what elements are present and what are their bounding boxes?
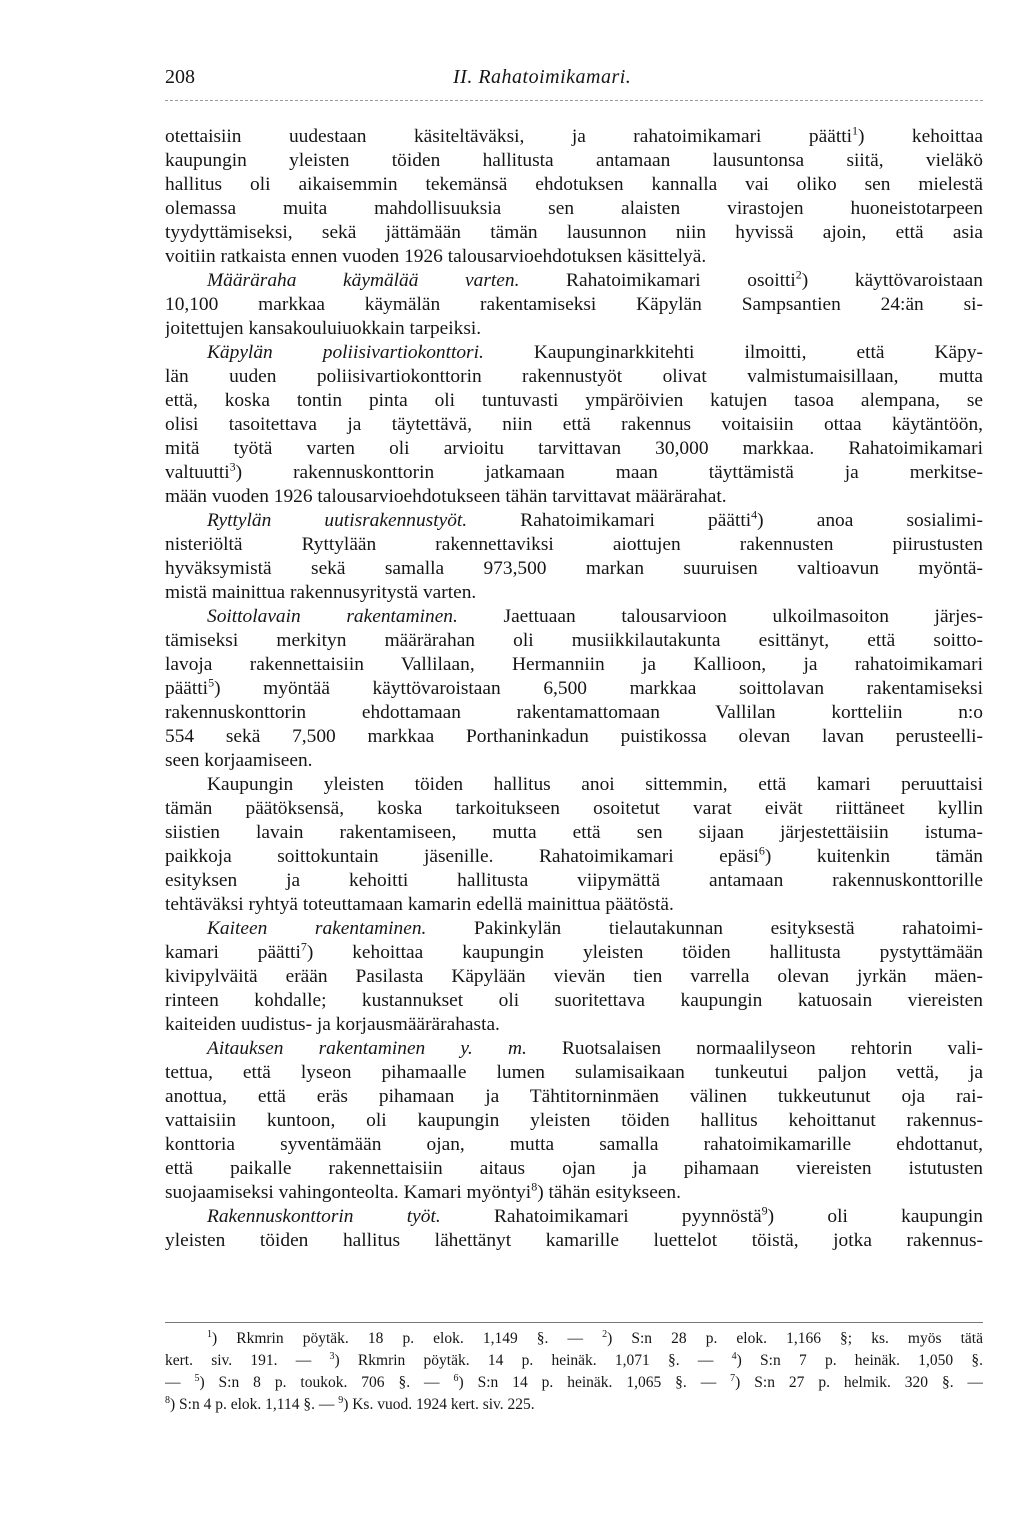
line-text-after: ) myöntää käyttövaroistaan 6,500 markkaa soittolavan rakentamiseksi	[214, 678, 983, 699]
section-heading: Soittolavain rakentaminen.	[207, 606, 458, 627]
text-line	[165, 125, 983, 149]
line-text: kaupungin yleisten töiden hallitusta antamaan lausuntonsa siitä, vieläkö	[165, 150, 983, 171]
text-line	[165, 869, 983, 893]
footnote-number: 1	[207, 1328, 212, 1340]
line-text: konttoria syventämään ojan, mutta samalla rahatoimikamarille ehdottanut,	[165, 1134, 983, 1155]
footnote-line	[165, 1350, 983, 1372]
line-text-after: ) kuitenkin tämän	[764, 846, 983, 867]
footnote-line	[165, 1394, 983, 1416]
text-line	[165, 173, 983, 197]
text-line	[165, 1133, 983, 1157]
line-text: valtuutti	[165, 462, 230, 483]
header-rule	[165, 100, 983, 101]
line-text: tyydyttämiseksi, sekä jättämään tämän lausunnon niin hyvissä ajoin, että asia	[165, 222, 983, 243]
footnote-text: ) S:n 7 p. heinäk. 1,050 §.	[736, 1352, 983, 1369]
footnote-number: 7	[730, 1372, 736, 1384]
line-text: anottua, että eräs pihamaan ja Tähtitorninmäen välinen tukkeutunut oja rai-	[165, 1086, 983, 1107]
line-text: län uuden poliisivartiokonttorin rakennustyöt olivat valmistumaisillaan, mutta	[165, 366, 983, 387]
text-line	[165, 1229, 983, 1253]
line-text: yleisten töiden hallitus lähettänyt kamarille luettelot töistä, jotka rakennus-	[165, 1230, 983, 1251]
line-text: mistä mainittua rakennusyritystä varten.	[165, 582, 477, 603]
footnote-line	[165, 1328, 983, 1350]
text-line	[165, 677, 983, 701]
line-text: kaiteiden uudistus- ja korjausmäärärahasta.	[165, 1014, 500, 1035]
section-heading: Rakennuskonttorin työt.	[207, 1206, 441, 1227]
line-text: tämiseksi merkityn määrärahan oli musiikkilautakunta esittänyt, että soitto-	[165, 630, 983, 651]
text-line	[165, 749, 983, 773]
line-text-after: ) käyttövaroistaan	[801, 270, 983, 291]
footnote-ref: 4	[751, 509, 758, 522]
footnote-number: 8	[165, 1394, 170, 1406]
text-line	[165, 413, 983, 437]
text-line	[165, 701, 983, 725]
text-line	[165, 293, 983, 317]
text-line	[165, 965, 983, 989]
footnote-number: 3	[329, 1350, 335, 1362]
footnote-text: ) S:n 14 p. heinäk. 1,065 §. —	[458, 1374, 731, 1391]
text-line	[165, 533, 983, 557]
line-text: Rahatoimikamari pyynnöstä	[440, 1206, 762, 1227]
line-text: seen korjaamiseen.	[165, 750, 313, 771]
text-line	[165, 893, 983, 917]
text-line	[165, 221, 983, 245]
line-text: Kaupunginarkkitehti ilmoitti, että Käpy-	[483, 342, 983, 363]
line-text: 10,100 markkaa käymälän rakentamiseksi Käpylän Sampsantien 24:än si-	[165, 294, 983, 315]
line-text: olisi tasoitettava ja täytettävä, niin että rakennus voitaisiin ottaa käytäntöön,	[165, 414, 983, 435]
text-line	[165, 845, 983, 869]
line-text: 554 sekä 7,500 markkaa Porthaninkadun puistikossa olevan lavan perusteelli-	[165, 726, 983, 747]
line-text-after: ) rakennuskonttorin jatkamaan maan täyttämistä ja merkitse-	[235, 462, 983, 483]
line-text-after: ) anoa sosialimi-	[757, 510, 983, 531]
line-text: hallitus oli aikaisemmin tekemänsä ehdotuksen kannalla vai oliko sen mielestä	[165, 174, 983, 195]
line-text: tehtäväksi ryhtyä toteuttamaan kamarin edellä mainittua päätöstä.	[165, 894, 674, 915]
footnotes	[165, 1328, 983, 1416]
line-text: tämän päätöksensä, koska tarkoitukseen osoitetut varat eivät riittäneet kyllin	[165, 798, 983, 819]
line-text: esityksen ja kehoitti hallitusta viipymättä antamaan rakennuskonttorille	[165, 870, 983, 891]
footnote-text: —	[165, 1374, 195, 1391]
footnote-number: 6	[453, 1372, 459, 1384]
footnote-ref: 7	[300, 941, 307, 954]
line-text: että paikalle rakennettaisiin aitaus ojan ja pihamaan viereisten istutusten	[165, 1158, 983, 1179]
line-text: vattaisiin kuntoon, oli kaupungin yleisten töiden hallitus kehoittanut rakennus-	[165, 1110, 983, 1131]
text-line	[165, 269, 983, 293]
text-line	[165, 485, 983, 509]
line-text: päätti	[165, 678, 209, 699]
text-line	[165, 437, 983, 461]
text-line	[165, 1061, 983, 1085]
text-line	[165, 821, 983, 845]
section-heading: Ryttylän uutisrakennustyöt.	[207, 510, 468, 531]
text-line	[165, 365, 983, 389]
line-text-after: ) oli kaupungin	[767, 1206, 983, 1227]
footnote-ref: 9	[761, 1205, 768, 1218]
line-text: hyväksymistä sekä samalla 973,500 markan suuruisen valtioavun myöntä-	[165, 558, 983, 579]
line-text: kivipylväitä erään Pasilasta Käpylään vievän tien varrella olevan jyrkän mäen-	[165, 966, 983, 987]
running-title: II. Rahatoimikamari.	[453, 66, 632, 88]
line-text: Rahatoimikamari osoitti	[519, 270, 796, 291]
text-line	[165, 557, 983, 581]
footnote-text: ) S:n 27 p. helmik. 320 §. —	[735, 1374, 983, 1391]
text-line	[165, 317, 983, 341]
section-heading: Aitauksen rakentaminen y. m.	[207, 1038, 527, 1059]
line-text: Ruotsalaisen normaalilyseon rehtorin vali-	[526, 1038, 983, 1059]
text-line	[165, 653, 983, 677]
text-line	[165, 1157, 983, 1181]
footnote-ref: 3	[229, 461, 236, 474]
text-line	[165, 941, 983, 965]
text-line	[165, 773, 983, 797]
text-line	[165, 797, 983, 821]
text-line	[165, 1013, 983, 1037]
text-line	[165, 1109, 983, 1133]
footnote-number: 9	[338, 1394, 344, 1406]
text-line	[165, 1181, 983, 1205]
footnote-text: kert. siv. 191. —	[165, 1352, 330, 1369]
text-line	[165, 725, 983, 749]
text-line	[165, 341, 983, 365]
line-text: rinteen kohdalle; kustannukset oli suoritettava kaupungin katuosain viereisten	[165, 990, 983, 1011]
line-text: Rahatoimikamari päätti	[467, 510, 752, 531]
line-text: Pakinkylän tielautakunnan esityksestä rahatoimi-	[426, 918, 983, 939]
line-text: mitä työtä varten oli arvioitu tarvittavan 30,000 markkaa. Rahatoimikamari	[165, 438, 983, 459]
line-text: siistien lavain rakentamiseen, mutta että sen sijaan järjestettäisiin istuma-	[165, 822, 983, 843]
footnote-text: ) Rkmrin pöytäk. 18 p. elok. 1,149 §. —	[212, 1330, 603, 1347]
text-line	[165, 149, 983, 173]
text-line	[165, 917, 983, 941]
text-line	[165, 1037, 983, 1061]
footnote-ref: 8	[531, 1181, 538, 1194]
line-text: olemassa muita mahdollisuuksia sen alaisten virastojen huoneistotarpeen	[165, 198, 983, 219]
text-line	[165, 509, 983, 533]
section-heading: Käpylän poliisivartiokonttori.	[207, 342, 484, 363]
footnote-text: ) S:n 8 p. toukok. 706 §. —	[199, 1374, 454, 1391]
text-line	[165, 629, 983, 653]
text-line	[165, 389, 983, 413]
line-text: mään vuoden 1926 talousarvioehdotukseen tähän tarvittavat määrärahat.	[165, 486, 727, 507]
line-text-after: ) kehoittaa kaupungin yleisten töiden hallitusta pystyttämään	[306, 942, 983, 963]
page-header	[165, 66, 983, 96]
footnote-divider	[165, 1322, 983, 1323]
section-heading: Määräraha käymälää varten.	[207, 270, 520, 291]
footnote-ref: 5	[208, 677, 215, 690]
line-text: paikkoja soittokuntain jäsenille. Rahatoimikamari epäsi	[165, 846, 759, 867]
page-number: 208	[165, 66, 195, 88]
text-line	[165, 197, 983, 221]
line-text: joitettujen kansakouluiuokkain tarpeiksi.	[165, 318, 482, 339]
footnote-line	[165, 1372, 983, 1394]
footnote-ref: 6	[758, 845, 765, 858]
body-text	[165, 125, 983, 1253]
line-text: voitiin ratkaista ennen vuoden 1926 talousarvioehdotuksen käsittelyä.	[165, 246, 707, 267]
text-line	[165, 1085, 983, 1109]
line-text-after: ) kehoittaa	[858, 126, 983, 147]
footnote-ref: 2	[795, 269, 802, 282]
line-text: tettua, että lyseon pihamaalle lumen sulamisaikaan tunkeutui paljon vettä, ja	[165, 1062, 983, 1083]
footnote-text: ) S:n 28 p. elok. 1,166 §; ks. myös tätä	[607, 1330, 983, 1347]
section-heading: Kaiteen rakentaminen.	[207, 918, 427, 939]
line-text: lavoja rakennettaisiin Vallilaan, Hermanniin ja Kallioon, ja rahatoimikamari	[165, 654, 983, 675]
footnote-number: 4	[731, 1350, 737, 1362]
footnote-number: 2	[602, 1328, 608, 1340]
line-text: Kaupungin yleisten töiden hallitus anoi sittemmin, että kamari peruuttaisi	[207, 774, 983, 795]
footnote-ref: 1	[852, 125, 858, 138]
text-line	[165, 581, 983, 605]
footnote-text: ) Ks. vuod. 1924 kert. siv. 225.	[343, 1396, 535, 1413]
line-text: otettaisiin uudestaan käsiteltäväksi, ja rahatoimikamari päätti	[165, 126, 852, 147]
text-line	[165, 605, 983, 629]
line-text: Jaettuaan talousarvioon ulkoilmasoiton järjes-	[457, 606, 983, 627]
footnote-number: 5	[194, 1372, 200, 1384]
line-text: kamari päätti	[165, 942, 301, 963]
text-line	[165, 461, 983, 485]
line-text-after: ) tähän esitykseen.	[537, 1182, 681, 1203]
footnote-text: ) Rkmrin pöytäk. 14 p. heinäk. 1,071 §. —	[334, 1352, 732, 1369]
line-text: että, koska tontin pinta oli tuntuvasti ympäröivien katujen tasoa alempana, se	[165, 390, 983, 411]
line-text: rakennuskonttorin ehdottamaan rakentamattomaan Vallilan kortteliin n:o	[165, 702, 983, 723]
text-line	[165, 989, 983, 1013]
line-text: suojaamiseksi vahingonteolta. Kamari myöntyi	[165, 1182, 532, 1203]
text-line	[165, 245, 983, 269]
line-text: nisteriöltä Ryttylään rakennettaviksi aiottujen rakennusten piirustusten	[165, 534, 983, 555]
text-line	[165, 1205, 983, 1229]
footnote-text: ) S:n 4 p. elok. 1,114 §. —	[170, 1396, 339, 1413]
